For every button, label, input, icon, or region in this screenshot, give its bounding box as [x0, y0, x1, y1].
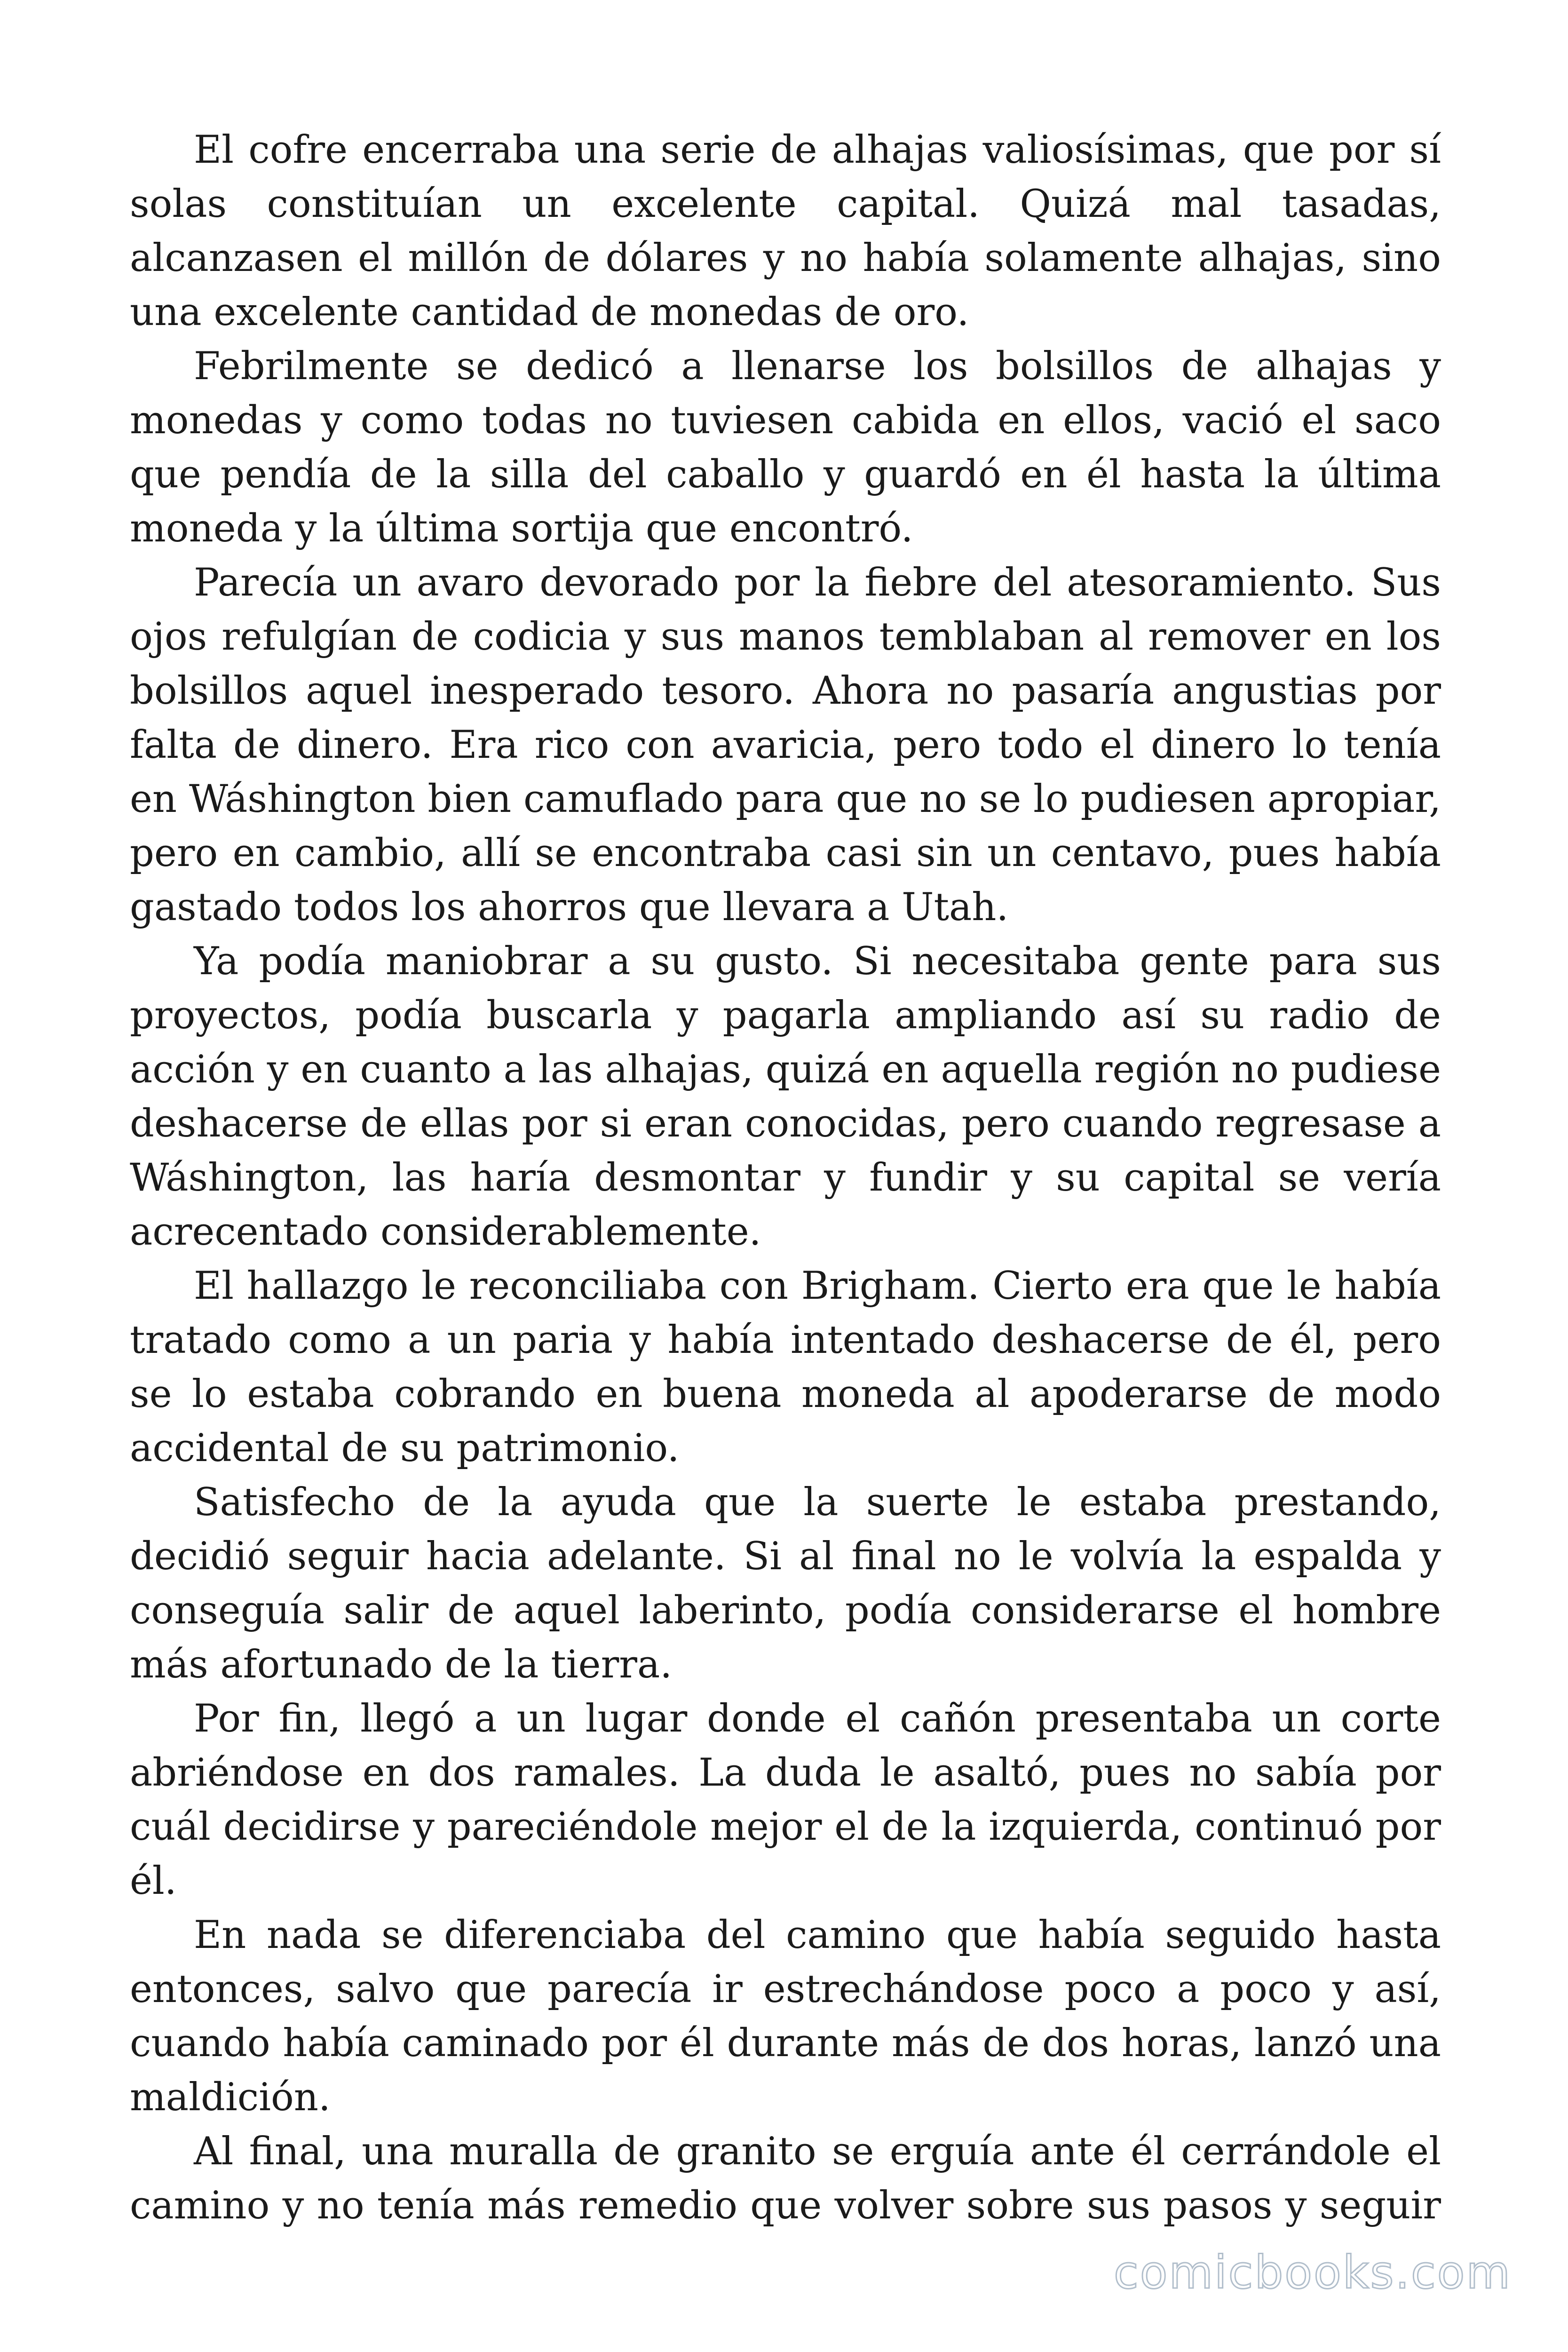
paragraph: En nada se diferenciaba del camino que había seguido hasta entonces, salvo que parecía ir estrechándose poco a poco y así, cuando había caminado por él durante más de dos horas, lanzó una maldición.: [130, 1913, 1441, 2120]
watermark: comicbooks.com: [1113, 2246, 1512, 2299]
body-text: [130, 123, 1441, 2233]
paragraph: Ya podía maniobrar a su gusto. Si necesitaba gente para sus proyectos, podía buscarla y pagarla ampliando así su radio de acción y en cuanto a las alhajas, quizá en aquella región no pudiese deshacerse de ellas por si eran conocidas, pero cuando regresase a Wáshington, las haría desmontar y fundir y su capital se vería acrecentado considerablemente.: [130, 939, 1441, 1254]
paragraph: Por fin, llegó a un lugar donde el cañón presentaba un corte abriéndose en dos ramales. La duda le asaltó, pues no sabía por cuál decidirse y pareciéndole mejor el de la izquierda, continuó por él.: [130, 1697, 1441, 1903]
paragraph: Satisfecho de la ayuda que la suerte le estaba prestando, decidió seguir hacia adelante. Si al final no le volvía la espalda y conseguía salir de aquel laberinto, podía considerarse el hombre más afortunado de la tierra.: [130, 1480, 1441, 1687]
paragraph: Parecía un avaro devorado por la fiebre del atesoramiento. Sus ojos refulgían de codicia y sus manos temblaban al remover en los bolsillos aquel inesperado tesoro. Ahora no pasaría angustias por falta de dinero. Era rico con avaricia, pero todo el dinero lo tenía en Wáshington bien camuflado para que no se lo pudiesen apropiar, pero en cambio, allí se encontraba casi sin un centavo, pues había gastado todos los ahorros que llevara a Utah.: [130, 561, 1441, 930]
paragraph: El hallazgo le reconciliaba con Brigham. Cierto era que le había tratado como a un paria y había intentado deshacerse de él, pero se lo estaba cobrando en buena moneda al apoderarse de modo accidental de su patrimonio.: [130, 1264, 1441, 1470]
paragraph-last: Al final, una muralla de granito se erguía ante él cerrándole el camino y no tenía más remedio que volver sobre sus pasos y seguir: [130, 2130, 1441, 2228]
paragraph: El cofre encerraba una serie de alhajas valiosísimas, que por sí solas constituían un excelente capital. Quizá mal tasadas, alcanzasen el millón de dólares y no había solamente alhajas, sino una excelente cantidad de monedas de oro.: [130, 128, 1441, 334]
paragraph: Febrilmente se dedicó a llenarse los bolsillos de alhajas y monedas y como todas no tuviesen cabida en ellos, vació el saco que pendía de la silla del caballo y guardó en él hasta la última moneda y la última sortija que encontró.: [130, 344, 1441, 551]
